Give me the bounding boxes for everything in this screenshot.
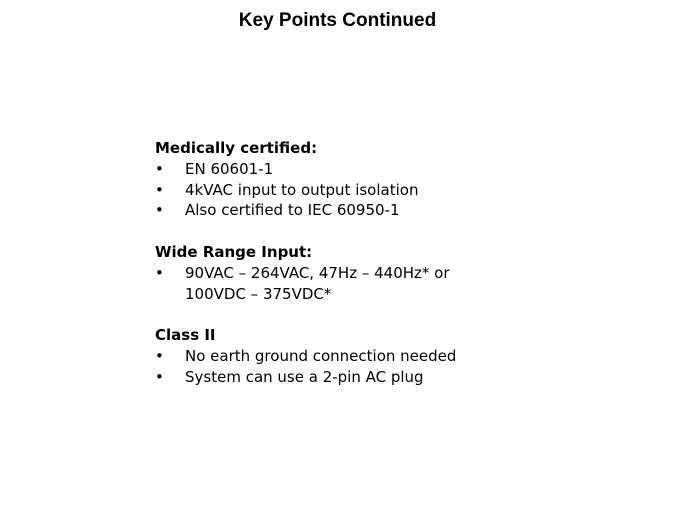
section-medically-certified <box>155 138 515 221</box>
bullet-icon: • <box>155 180 164 199</box>
bullet-icon: • <box>155 367 164 386</box>
bullet-icon: • <box>155 263 164 282</box>
list-item-text: 4kVAC input to output isolation <box>185 180 419 199</box>
slide-title: Key Points Continued <box>238 10 437 31</box>
slide-content <box>155 138 515 388</box>
list-item-text: Also certified to IEC 60950-1 <box>185 201 400 220</box>
list-item <box>155 346 515 367</box>
spacer <box>155 304 515 325</box>
list-item <box>155 200 515 221</box>
bullet-icon: • <box>155 346 164 365</box>
bullet-icon: • <box>155 201 164 220</box>
section-wide-range-input <box>155 242 515 304</box>
spacer <box>155 221 515 242</box>
list-item-text: EN 60601-1 <box>185 159 274 178</box>
list-item-text: No earth ground connection needed <box>185 346 457 365</box>
section-heading: Class II <box>155 326 216 345</box>
list-item <box>155 159 515 180</box>
list-item <box>155 367 515 388</box>
list-item-text: System can use a 2-pin AC plug <box>185 367 424 386</box>
list-item-text: 90VAC – 264VAC, 47Hz – 440Hz* or 100VDC – 375VDC* <box>185 263 450 303</box>
list-item <box>155 263 515 305</box>
section-heading: Wide Range Input: <box>155 242 313 261</box>
bullet-icon: • <box>155 159 164 178</box>
section-heading: Medically certified: <box>155 139 318 157</box>
list-item <box>155 180 515 201</box>
section-class-ii <box>155 325 515 387</box>
